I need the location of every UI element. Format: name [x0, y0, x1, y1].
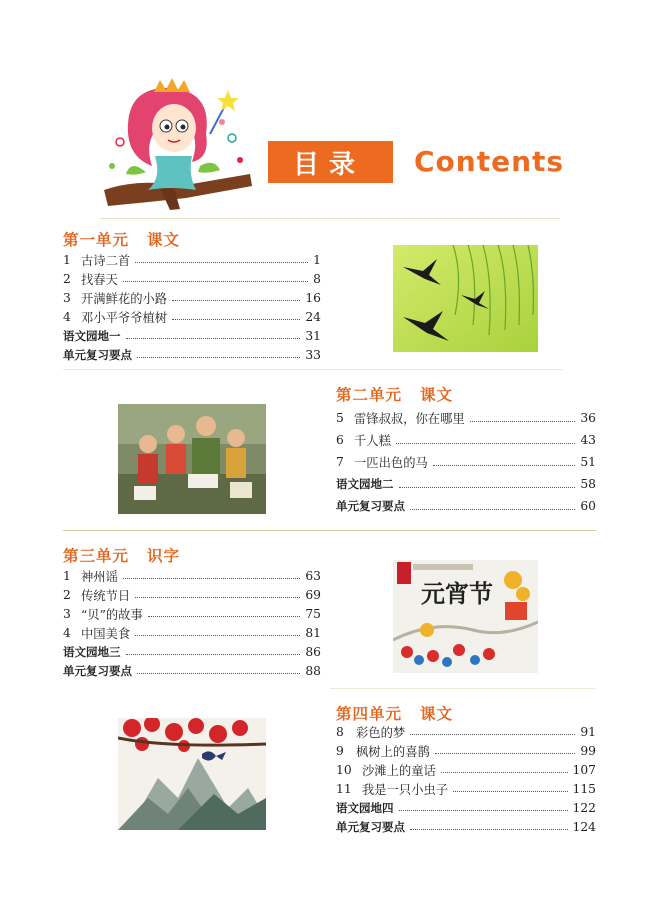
- title-box: [268, 141, 390, 183]
- swallows-willow-illustration: [393, 245, 538, 352]
- leader-dots: [433, 465, 576, 466]
- toc-entry[interactable]: [336, 722, 596, 741]
- entry-title: 枫树上的喜鹊: [356, 744, 430, 759]
- unit-1-heading: [63, 228, 180, 250]
- leader-dots: [126, 338, 301, 339]
- lantern-festival-title: 元宵节: [421, 579, 493, 608]
- entry-number: 10: [336, 762, 352, 777]
- entry-page: 51: [580, 455, 596, 469]
- entry-title: 单元复习要点: [63, 347, 132, 362]
- unit-2-name: 第二单元: [336, 386, 403, 404]
- toc-entry[interactable]: [336, 741, 596, 760]
- entry-page: 36: [580, 411, 596, 425]
- leader-dots: [137, 673, 300, 674]
- toc-entry[interactable]: [63, 661, 321, 680]
- entry-title: 找春天: [81, 272, 118, 287]
- leader-dots: [396, 443, 575, 444]
- entry-title: 单元复习要点: [63, 663, 132, 678]
- entry-title: 中国美食: [81, 626, 131, 641]
- entry-number: 1: [63, 568, 71, 583]
- fairy-girl-illustration: [100, 78, 255, 218]
- toc-entry[interactable]: [63, 642, 321, 661]
- entry-page: 86: [305, 644, 321, 659]
- toc-entry[interactable]: [336, 451, 596, 473]
- unit-2-type: 课文: [420, 386, 454, 404]
- entry-number: 4: [63, 625, 71, 640]
- entry-number: 5: [336, 411, 344, 425]
- entry-page: 1: [313, 252, 321, 267]
- entry-title: 单元复习要点: [336, 819, 405, 834]
- leader-dots: [135, 262, 308, 263]
- leader-dots: [123, 281, 308, 282]
- entry-title: 单元复习要点: [336, 499, 405, 513]
- entry-page: 8: [313, 271, 321, 286]
- leader-dots: [399, 487, 576, 488]
- entry-title: 邓小平爷爷植树: [81, 310, 168, 325]
- unit-4-name: 第四单元: [336, 705, 403, 723]
- leader-dots: [172, 319, 300, 320]
- lantern-festival-illustration: [393, 560, 538, 673]
- entry-page: 115: [572, 781, 596, 796]
- toc-entry[interactable]: [63, 604, 321, 623]
- entry-number: 8: [336, 724, 344, 739]
- entry-page: 63: [305, 568, 321, 583]
- toc-entry[interactable]: [336, 798, 596, 817]
- toc-entry[interactable]: [336, 473, 596, 495]
- toc-entry[interactable]: [63, 566, 321, 585]
- unit-2-list: [336, 407, 596, 517]
- header-divider: [100, 218, 560, 219]
- entry-title: 开满鲜花的小路: [81, 291, 168, 306]
- leader-dots: [172, 300, 300, 301]
- entry-number: 3: [63, 290, 71, 305]
- entry-title: 语文园地四: [336, 800, 394, 815]
- entry-page: 24: [305, 309, 321, 324]
- unit-4-heading: [336, 702, 453, 724]
- divider: [63, 530, 596, 531]
- entry-title: 千人糕: [354, 434, 391, 448]
- entry-title: 雷锋叔叔，你在哪里: [354, 412, 465, 426]
- entry-title: 一匹出色的马: [354, 456, 428, 470]
- page-title: 目录: [292, 149, 365, 180]
- leader-dots: [135, 597, 300, 598]
- unit-4-list: [336, 722, 596, 836]
- divider: [63, 369, 563, 370]
- toc-entry[interactable]: [336, 495, 596, 517]
- entry-page: 69: [305, 587, 321, 602]
- entry-page: 58: [580, 477, 596, 491]
- entry-title: 语文园地三: [63, 644, 121, 659]
- entry-page: 75: [305, 606, 321, 621]
- entry-title: 语文园地一: [63, 328, 121, 343]
- toc-entry[interactable]: [63, 269, 321, 288]
- lei-feng-illustration: [118, 404, 266, 514]
- entry-title: 神州谣: [81, 569, 118, 584]
- entry-page: 81: [305, 625, 321, 640]
- entry-number: 1: [63, 252, 71, 267]
- entry-page: 31: [305, 328, 321, 343]
- leader-dots: [435, 753, 576, 754]
- entry-number: 2: [63, 271, 71, 286]
- unit-3-heading: [63, 544, 180, 566]
- entry-page: 88: [305, 663, 321, 678]
- leader-dots: [453, 791, 567, 792]
- page-title-english: Contents: [414, 145, 565, 178]
- entry-page: 124: [572, 819, 596, 834]
- entry-number: 2: [63, 587, 71, 602]
- entry-number: 9: [336, 743, 344, 758]
- title-accent-bar: [390, 141, 393, 183]
- entry-number: 4: [63, 309, 71, 324]
- entry-page: 107: [572, 762, 596, 777]
- leader-dots: [135, 635, 300, 636]
- entry-title: “贝”的故事: [81, 607, 143, 622]
- toc-entry[interactable]: [63, 585, 321, 604]
- leader-dots: [123, 578, 300, 579]
- unit-1-list: [63, 250, 321, 364]
- unit-1-name: 第一单元: [63, 231, 130, 249]
- leader-dots: [410, 734, 575, 735]
- leader-dots: [148, 616, 301, 617]
- toc-entry[interactable]: [63, 288, 321, 307]
- toc-entry[interactable]: [63, 326, 321, 345]
- leader-dots: [410, 829, 568, 830]
- toc-entry[interactable]: [63, 623, 321, 642]
- unit-1-type: 课文: [147, 231, 181, 249]
- entry-page: 122: [572, 800, 596, 815]
- maple-magpie-illustration: [118, 718, 266, 830]
- leader-dots: [470, 421, 576, 422]
- entry-title: 传统节日: [81, 588, 131, 603]
- toc-entry[interactable]: [336, 407, 596, 429]
- entry-title: 我是一只小虫子: [362, 782, 449, 797]
- unit-4-type: 课文: [420, 705, 454, 723]
- entry-title: 语文园地二: [336, 477, 394, 491]
- entry-page: 91: [580, 724, 596, 739]
- toc-entry[interactable]: [336, 429, 596, 451]
- entry-page: 43: [580, 433, 596, 447]
- entry-title: 古诗二首: [81, 253, 131, 268]
- entry-number: 11: [336, 781, 352, 796]
- toc-entry[interactable]: [63, 250, 321, 269]
- unit-3-type: 识字: [147, 547, 181, 565]
- toc-entry[interactable]: [336, 817, 596, 836]
- leader-dots: [126, 654, 301, 655]
- entry-page: 99: [580, 743, 596, 758]
- toc-entry[interactable]: [336, 760, 596, 779]
- unit-3-name: 第三单元: [63, 547, 130, 565]
- entry-title: 彩色的梦: [356, 725, 406, 740]
- entry-title: 沙滩上的童话: [362, 763, 436, 778]
- leader-dots: [410, 509, 575, 510]
- entry-page: 60: [580, 499, 596, 513]
- entry-number: 6: [336, 433, 344, 447]
- entry-number: 7: [336, 455, 344, 469]
- entry-page: 33: [305, 347, 321, 362]
- unit-3-list: [63, 566, 321, 680]
- leader-dots: [441, 772, 568, 773]
- entry-page: 16: [305, 290, 321, 305]
- leader-dots: [399, 810, 568, 811]
- leader-dots: [137, 357, 300, 358]
- toc-entry[interactable]: [336, 779, 596, 798]
- unit-2-heading: [336, 383, 453, 405]
- entry-number: 3: [63, 606, 71, 621]
- toc-entry[interactable]: [63, 307, 321, 326]
- toc-entry[interactable]: [63, 345, 321, 364]
- divider: [330, 688, 596, 689]
